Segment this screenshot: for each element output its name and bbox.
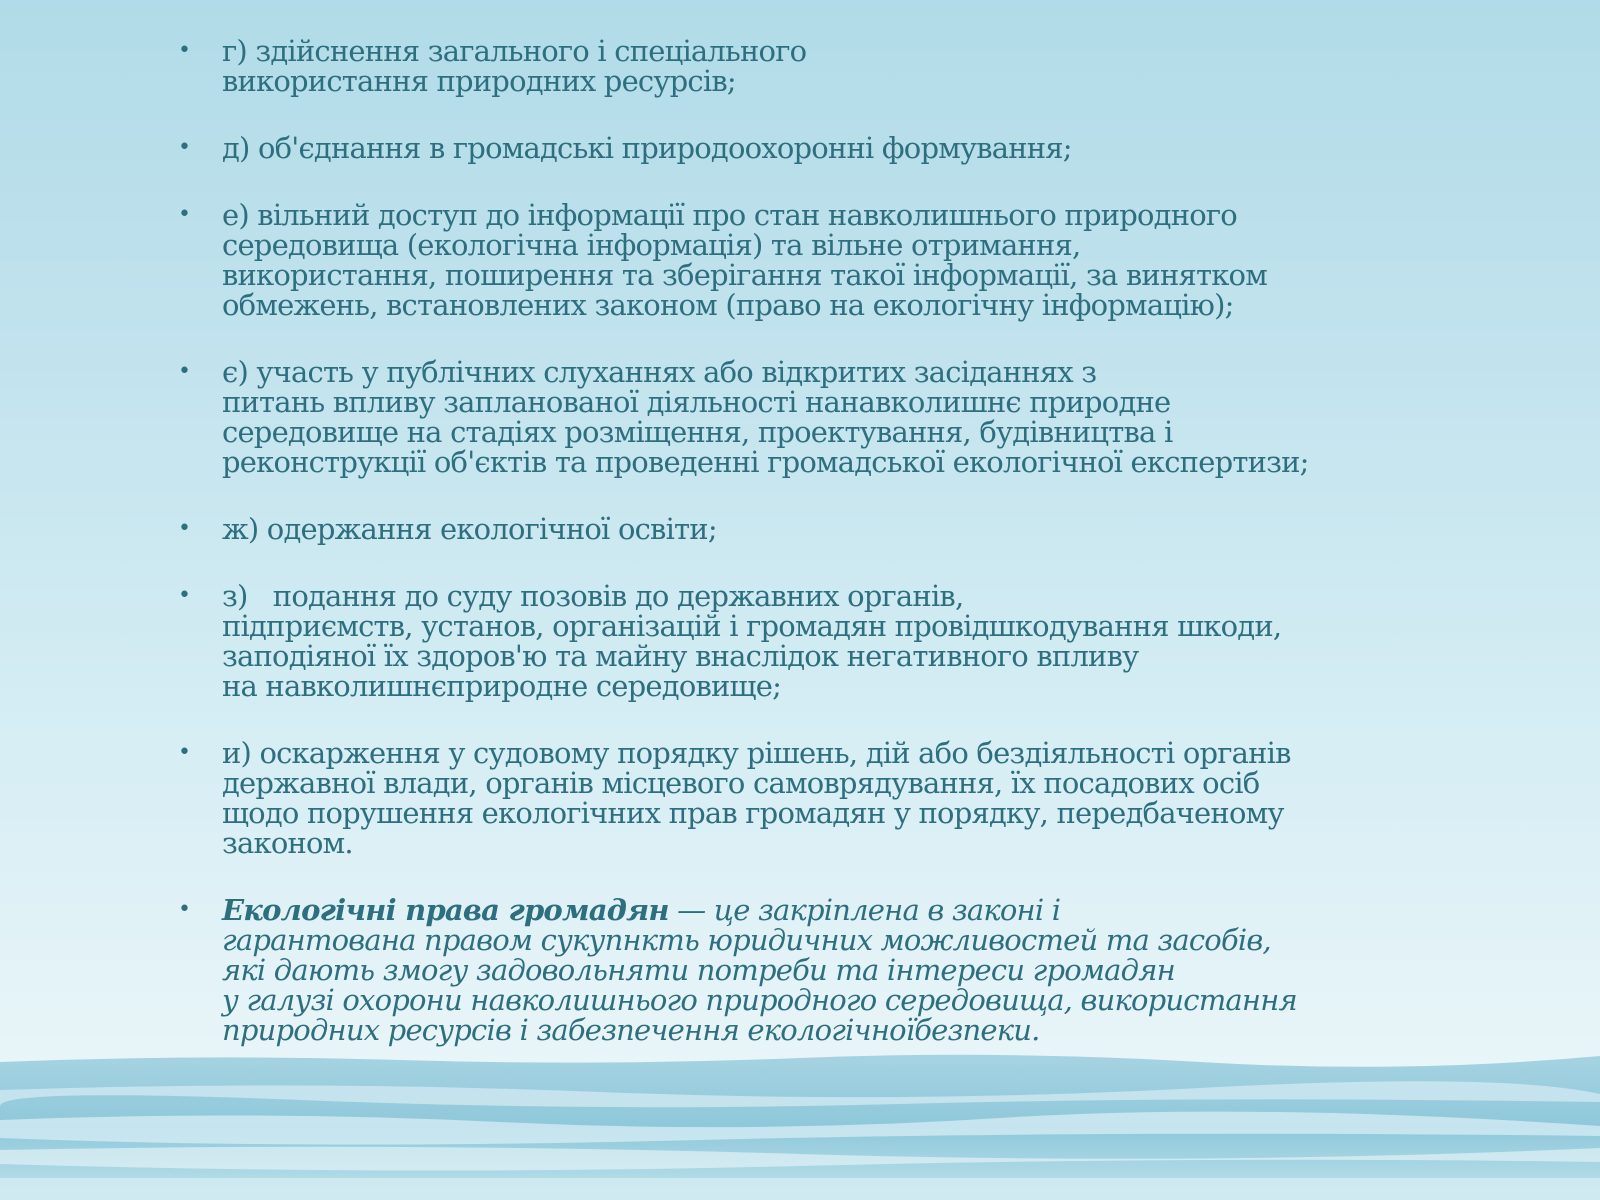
definition-first-line — [222, 895, 1478, 925]
list-item — [178, 581, 1478, 701]
bullet-icon: • — [178, 135, 191, 160]
bullet-icon: • — [178, 583, 191, 608]
item-text: е) вільний доступ до інформації про стан навколишнього природного — [222, 198, 1237, 232]
slide-content — [178, 36, 1478, 1082]
item-text: щодо порушення екологічних прав громадян у порядку, передбаченому — [222, 796, 1284, 830]
item-text: використання, поширення та зберігання такої інформації, за винятком — [222, 258, 1267, 292]
list-item — [178, 36, 1478, 96]
list-item — [178, 357, 1478, 477]
bullet-icon: • — [178, 359, 191, 384]
item-text: питань впливу запланованої діяльності нанавколишнє природне — [222, 385, 1171, 419]
bullet-icon: • — [178, 897, 191, 922]
item-text: підприємств, установ, організацій і громадян провідшкодування шкоди, — [222, 609, 1282, 643]
item-text: з) подання до суду позовів до державних органів, — [222, 579, 964, 613]
definition-text: у галузі охорони навколишнього природного середовища, використання — [222, 983, 1297, 1017]
item-text: середовища (екологічна інформація) та вільне отримання, — [222, 228, 1081, 262]
bullet-icon: • — [178, 202, 191, 227]
item-text: обмежень, встановлених законом (право на екологічну інформацію); — [222, 288, 1234, 322]
item-text: и) оскарження у судовому порядку рішень, дій або бездіяльності органів — [222, 736, 1291, 770]
list-item — [178, 200, 1478, 320]
list-item — [178, 133, 1478, 163]
bullet-icon: • — [178, 38, 191, 63]
item-text: середовище на стадіях розміщення, проектування, будівництва і — [222, 415, 1173, 449]
item-text: є) участь у публічних слуханнях або відкритих засіданнях з — [222, 355, 1097, 389]
definition-text: які дають змогу задовольняти потреби та інтереси громадян — [222, 953, 1175, 987]
definition-text: гарантована правом сукупнкть юридичних можливостей та засобів, — [222, 923, 1271, 957]
item-text: реконструкції об'єктів та проведенні громадської екологічної експертизи; — [222, 445, 1309, 479]
list-item — [178, 738, 1478, 858]
item-text: заподіяної їх здоров'ю та майну внаслідок негативного впливу — [222, 639, 1139, 673]
item-text: г) здійснення загального і спеціального — [222, 34, 807, 68]
list-item — [178, 514, 1478, 544]
item-text: державної влади, органів місцевого самоврядування, їх посадових осіб — [222, 766, 1260, 800]
item-text: на навколишнєприродне середовище; — [222, 669, 782, 703]
item-text: ж) одержання екологічної освіти; — [222, 512, 717, 546]
item-text: законом. — [222, 826, 353, 860]
definition-item — [178, 895, 1478, 1045]
definition-text: — це закріплена в законі і — [668, 893, 1061, 927]
item-text: д) об'єднання в громадські природоохоронні формування; — [222, 131, 1072, 165]
rights-list — [178, 36, 1478, 1045]
definition-term: Екологічні права громадян — [222, 893, 669, 927]
bullet-icon: • — [178, 516, 191, 541]
bullet-icon: • — [178, 740, 191, 765]
item-text: використання природних ресурсів; — [222, 64, 736, 98]
definition-text: природних ресурсів і забезпечення екологічноїбезпеки. — [222, 1013, 1040, 1047]
